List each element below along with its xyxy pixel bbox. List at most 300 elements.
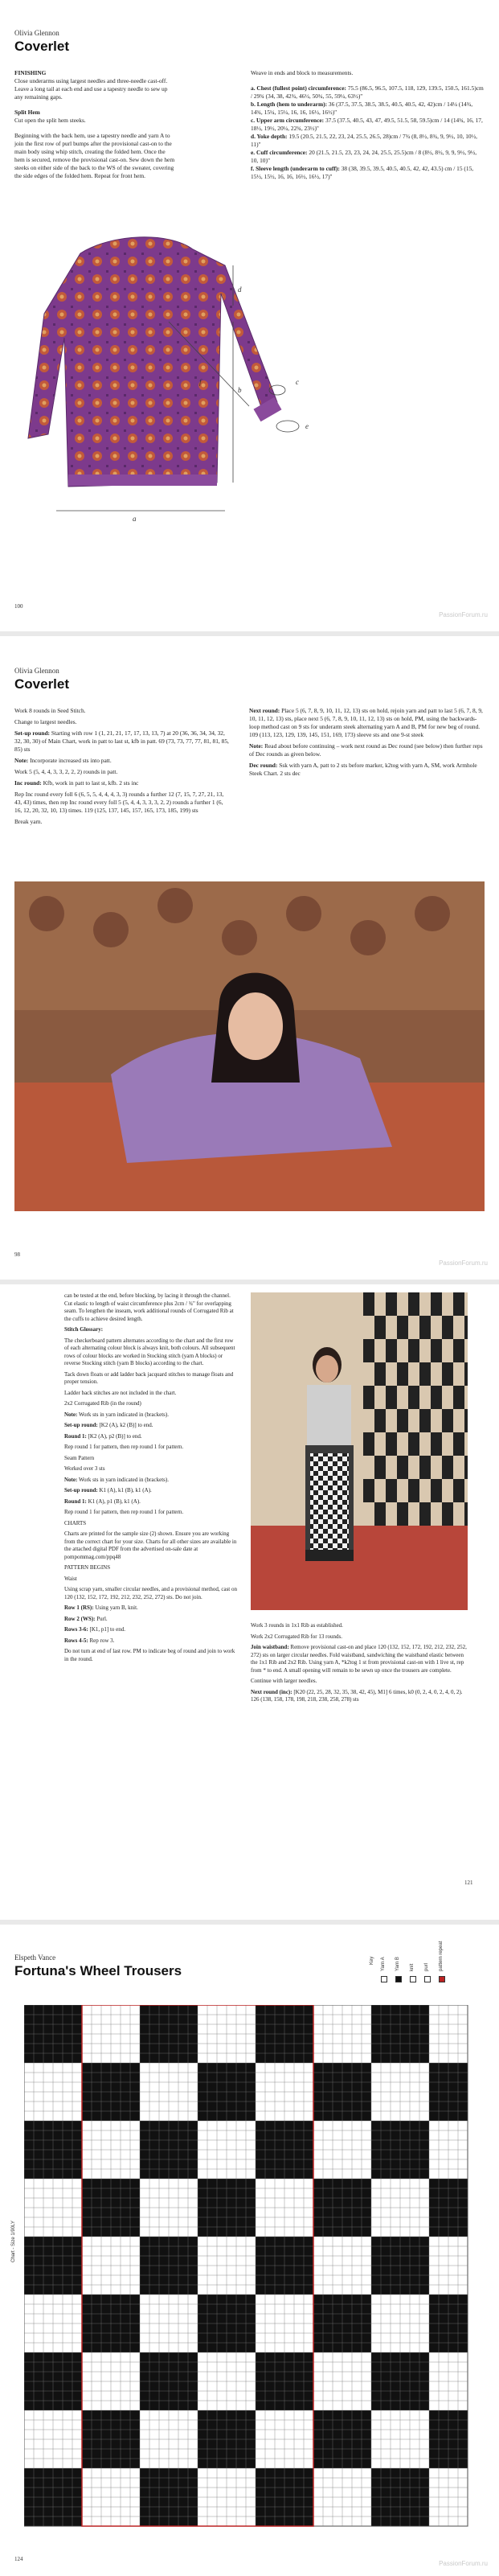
chart-cell [207,2323,217,2333]
chart-cell [333,2420,342,2430]
chart-cell [24,2478,34,2488]
chart-cell [323,2343,333,2352]
chart-cell [323,2295,333,2304]
chart-cell [159,2488,169,2497]
chart-cell [313,2295,323,2304]
chart-cell [101,2188,111,2198]
chart-cell [130,2449,140,2459]
chart-cell [111,2333,121,2343]
chart-cell [130,2063,140,2073]
chart-cell [101,2101,111,2111]
chart-cell [371,2015,381,2024]
chart-cell [53,2516,63,2526]
chart-cell [149,2401,159,2410]
chart-cell [34,2024,43,2034]
chart-cell [419,2285,429,2295]
chart-cell [323,2439,333,2449]
chart-cell [275,2381,284,2391]
chart-cell [101,2410,111,2420]
chart-cell [448,2179,458,2188]
chart-cell [140,2497,149,2507]
chart-cell [101,2111,111,2121]
chart-cell [371,2381,381,2391]
chart-cell [43,2488,53,2497]
chart-cell [256,2053,265,2063]
chart-cell [111,2179,121,2188]
chart-cell [82,2295,92,2304]
chart-cell [246,2295,256,2304]
paragraph: Charts are printed for the sample size (2) shown. Ensure you are working from the correct chart for your size. Charts for all other sizes are available in the attached digital PDF from the advertised on-sale date at pompommag.com/ppq48 [64,1530,237,1560]
chart-cell [198,2063,207,2073]
chart-cell [53,2275,63,2285]
chart-cell [265,2130,275,2140]
chart-cell [342,2295,352,2304]
chart-cell [246,2449,256,2459]
chart-cell [34,2005,43,2015]
chart-cell [342,2323,352,2333]
chart-cell [178,2391,188,2401]
chart-cell [410,2488,419,2497]
chart-cell [352,2333,362,2343]
chart-cell [294,2246,304,2256]
paragraph: Work 3 rounds in 1x1 Rib as established. [251,1622,343,1629]
chart-cell [63,2266,72,2275]
chart-cell [313,2314,323,2323]
chart-cell [198,2227,207,2237]
chart-cell [169,2468,178,2478]
chart-cell [92,2449,101,2459]
chart-cell [429,2420,439,2430]
chart-cell [130,2314,140,2323]
chart-cell [265,2015,275,2024]
chart-cell [34,2044,43,2053]
chart-cell [236,2430,246,2439]
paragraph: Round 1: [K2 (A), p2 (B)] to end. [64,1432,142,1440]
chart-cell [371,2391,381,2401]
chart-cell [265,2285,275,2295]
chart-cell [362,2333,371,2343]
chart-cell [275,2015,284,2024]
chart-cell [419,2044,429,2053]
chart-cell [198,2420,207,2430]
checker-square [386,1292,397,1316]
chart-cell [188,2005,198,2015]
chart-cell [217,2208,227,2217]
measurement-value: 20 (21.5, 21.5, 23, 23, 24, 24, 25.5, 25.5)cm / 8 (8½, 8½, 9, 9, 9½, 9½, 10, 10)" [251,149,477,164]
legend-label: pattern repeat [439,1941,444,1971]
chart-cell [53,2362,63,2372]
chart-cell [63,2140,72,2150]
chart-cell [246,2459,256,2468]
chart-cell [391,2401,400,2410]
chart-cell [63,2401,72,2410]
chart-cell [371,2275,381,2285]
chart-cell [352,2410,362,2420]
chart-cell [429,2295,439,2304]
chart-cell [63,2015,72,2024]
chart-cell [72,2516,82,2526]
chart-cell [333,2343,342,2352]
chart-cell [169,2237,178,2246]
chart-cell [275,2478,284,2488]
chart-cell [256,2237,265,2246]
chart-cell [381,2468,391,2478]
chart-cell [130,2208,140,2217]
chart-cell [333,2323,342,2333]
chart-cell [381,2015,391,2024]
chart-cell [429,2333,439,2343]
chart-cell [178,2053,188,2063]
chart-cell [256,2285,265,2295]
chart-cell [284,2169,294,2179]
paragraph-lead: Join waistband: [251,1644,289,1650]
chart-cell [169,2034,178,2044]
chart-cell [92,2217,101,2227]
chart-cell [284,2159,294,2169]
chart-cell [294,2507,304,2516]
checker-square [453,1292,464,1316]
chart-cell [178,2169,188,2179]
chart-cell [342,2101,352,2111]
measurement-value: 37.5 (37.5, 40.5, 43, 47, 49.5, 51.5, 58, 59.5)cm / 14 (14¾, 16, 17, 18½, 19½, 20¼, 22¾, 23½)" [251,117,483,132]
chart-cell [72,2266,82,2275]
chart-cell [400,2352,410,2362]
chart-cell [217,2430,227,2439]
chart-cell [72,2352,82,2362]
chart-cell [458,2295,468,2304]
legend-swatch [395,1976,402,1982]
chart-cell [63,2372,72,2381]
measurement-item [251,117,484,133]
chart-cell [410,2401,419,2410]
chart-cell [188,2256,198,2266]
chart-cell [178,2516,188,2526]
chart-cell [448,2198,458,2208]
chart-cell [24,2130,34,2140]
chart-cell [391,2391,400,2401]
chart-cell [256,2024,265,2034]
chart-cell [227,2333,236,2343]
chart-cell [400,2169,410,2179]
chart-cell [323,2188,333,2198]
chart-cell [82,2111,92,2121]
chart-cell [400,2024,410,2034]
chart-cell [256,2401,265,2410]
checker-square [431,1479,442,1502]
chart-cell [178,2130,188,2140]
chart-cell [265,2372,275,2381]
chart-cell [111,2304,121,2314]
chart-cell [178,2246,188,2256]
chart-cell [53,2121,63,2130]
chart-cell [284,2275,294,2285]
chart-cell [313,2101,323,2111]
chart-cell [53,2015,63,2024]
chart-cell [323,2082,333,2092]
chart-cell [391,2140,400,2150]
chart-cell [371,2285,381,2295]
measurement-value: 36 (37.5, 37.5, 38.5, 38.5, 40.5, 40.5, 42, 42)cm / 14¼ (14¾, 14¾, 15¼, 15¼, 16, 16, 16½, 16½)" [251,101,473,116]
chart-cell [458,2082,468,2092]
chart-cell [256,2391,265,2401]
chart-cell [159,2015,169,2024]
chart-cell [371,2237,381,2246]
chart-cell [448,2314,458,2323]
chart-cell [265,2034,275,2044]
chart-cell [82,2410,92,2420]
chart-cell [43,2468,53,2478]
chart-cell [256,2488,265,2497]
left-column [64,1292,237,1666]
chart-cell [391,2256,400,2266]
chart-cell [304,2372,313,2381]
chart-cell [159,2391,169,2401]
chart-cell [439,2208,448,2217]
chart-cell [217,2410,227,2420]
page-coverlet-finishing [0,0,499,631]
chart-cell [333,2217,342,2227]
chart-cell [34,2053,43,2063]
paragraph-lead: Note: [249,742,264,750]
chart-cell [246,2073,256,2082]
chart-cell [342,2449,352,2459]
chart-cell [419,2024,429,2034]
chart-cell [313,2227,323,2237]
chart-cell [313,2188,323,2198]
chart-cell [236,2179,246,2188]
chart-cell [34,2478,43,2488]
chart-cell [265,2005,275,2015]
chart-cell [159,2285,169,2295]
chart-cell [294,2478,304,2488]
chart-cell [275,2497,284,2507]
chart-cell [227,2208,236,2217]
chart-cell [323,2092,333,2101]
chart-cell [72,2034,82,2044]
chart-cell [169,2121,178,2130]
chart-cell [82,2227,92,2237]
paragraph: 2x2 Corrugated Rib (in the round) [64,1400,141,1407]
checker-square [442,1362,453,1386]
chart-cell [419,2015,429,2024]
chart-cell [140,2285,149,2295]
chart-cell [391,2497,400,2507]
chart-cell [333,2208,342,2217]
chart-cell [458,2333,468,2343]
chart-cell [82,2420,92,2430]
chart-cell [207,2459,217,2468]
chart-cell [207,2314,217,2323]
chart-cell [323,2101,333,2111]
chart-cell [265,2391,275,2401]
chart-cell [72,2130,82,2140]
chart-cell [121,2092,130,2101]
chart-cell [130,2227,140,2237]
chart-cell [342,2092,352,2101]
chart-cell [294,2150,304,2159]
chart-cell [304,2150,313,2159]
chart-cell [101,2449,111,2459]
chart-cell [371,2053,381,2063]
chart-cell [236,2227,246,2237]
chart-cell [92,2420,101,2430]
chart-cell [256,2362,265,2372]
chart-cell [246,2420,256,2430]
hem-text: Beginning with the back hem, use a tapestry needle and yarn A to join the first row of purl bumps after the provisional cast-on to the main body using whip stitch, creating the folded hem. Once the hem is secured, remove the provisional cast-on. Sew down the hem steeks on either side of the back to the WS of the sweater, covering the side edges of the folded hem. Repeat for front hem. [14,132,175,179]
chart-cell [140,2121,149,2130]
chart-cell [24,2391,34,2401]
chart-cell [178,2256,188,2266]
chart-cell [362,2073,371,2082]
chart-cell [53,2237,63,2246]
chart-cell [53,2150,63,2159]
chart-cell [82,2217,92,2227]
chart-cell [101,2304,111,2314]
split-hem-heading: Split Hem [14,109,40,116]
chart-cell [92,2101,101,2111]
chart-cell [410,2285,419,2295]
label-f: f [199,378,202,386]
paragraph: Rep Inc round every foll 6 (6, 5, 5, 4, 4, 4, 3, 3) rounds a further 12 (7, 15, 7, 27, 21, 13, 43, 43) times, then rep Inc round every foll 5 (5, 4, 4, 3, 3, 3, 2, 2) rounds a further 1 (6, 16, 12, 20, 32, 10, 13) times. 119 (125, 137, 145, 157, 165, 173, 185, 199) sts [14,791,224,814]
chart-cell [410,2169,419,2179]
chart-cell [256,2159,265,2169]
chart-cell [313,2082,323,2092]
paragraph: Join waistband: Remove provisional cast-on and place 120 (132, 152, 172, 192, 212, 232, 252, 272) sts on larger circular needles. Fold waistband, sandwiching the waistband elastic between the 1x1 Rib and 2x2 Rib. Using yarn A, *k2tog 1 st from provisional cast-on with 1 live st, rep from * to end. A small opening will remain to be sewn up once the trousers are complete. [251,1644,467,1674]
chart-cell [92,2198,101,2208]
chart-cell [63,2246,72,2256]
chart-cell [169,2352,178,2362]
chart-cell [333,2063,342,2073]
chart-cell [159,2130,169,2140]
chart-cell [140,2140,149,2150]
chart-cell [53,2169,63,2179]
chart-cell [458,2092,468,2101]
chart-cell [53,2044,63,2053]
chart-cell [410,2053,419,2063]
chart-cell [217,2459,227,2468]
split-hem-text: Cut open the split hem steeks. [14,117,86,124]
chart-cell [304,2246,313,2256]
chart-cell [227,2410,236,2420]
chart-cell [391,2266,400,2275]
chart-cell [304,2140,313,2150]
chart-cell [419,2246,429,2256]
chart-cell [82,2459,92,2468]
checker-square [408,1339,419,1362]
chart-cell [236,2198,246,2208]
chart-cell [333,2111,342,2121]
chart-cell [72,2237,82,2246]
checker-square [363,1479,374,1502]
chart-cell [294,2362,304,2372]
chart-cell [227,2101,236,2111]
chart-cell [275,2275,284,2285]
chart-cell [236,2082,246,2092]
chart-cell [236,2449,246,2459]
chart-cell [265,2488,275,2497]
chart-cell [43,2516,53,2526]
chart-cell [198,2430,207,2439]
chart-cell [284,2372,294,2381]
chart-cell [121,2227,130,2237]
chart-cell [149,2285,159,2295]
chart-cell [352,2430,362,2439]
legend-label: knit [410,1963,415,1971]
chart-cell [439,2295,448,2304]
chart-cell [313,2323,323,2333]
chart-cell [391,2488,400,2497]
chart-cell [342,2063,352,2073]
chart-cell [101,2314,111,2323]
paragraph: Tack down floats or add ladder back jacquard stitches to manage floats and proper tension. [64,1370,234,1385]
chart-cell [178,2468,188,2478]
chart-cell [256,2507,265,2516]
chart-cell [140,2159,149,2169]
chart-cell [140,2237,149,2246]
chart-cell [439,2333,448,2343]
page-coverlet-sleeves [0,636,499,1280]
chart-cell [439,2449,448,2459]
chart-cell [342,2420,352,2430]
chart-cell [121,2111,130,2121]
chart-cell [294,2381,304,2391]
chart-cell [313,2430,323,2439]
chart-cell [111,2092,121,2101]
chart-cell [429,2449,439,2459]
chart-cell [111,2111,121,2121]
chart-cell [419,2159,429,2169]
chart-cell [72,2497,82,2507]
chart-cell [169,2266,178,2275]
chart-cell [439,2101,448,2111]
chart-cell [43,2352,53,2362]
chart-cell [53,2478,63,2488]
chart-cell [236,2073,246,2082]
chart-cell [371,2352,381,2362]
chart-cell [275,2372,284,2381]
chart-cell [72,2362,82,2372]
chart-cell [410,2140,419,2150]
chart-cell [371,2140,381,2150]
chart-cell [149,2488,159,2497]
chart-cell [265,2140,275,2150]
chart-cell [400,2130,410,2140]
chart-cell [82,2430,92,2439]
chart-cell [304,2237,313,2246]
paragraph: Note: Work sts in yarn indicated in (brackets). [64,1411,169,1418]
chart-cell [265,2381,275,2391]
chart-cell [304,2256,313,2266]
chart-cell [92,2111,101,2121]
chart-cell [72,2275,82,2285]
checker-square [419,1502,431,1526]
chart-cell [43,2140,53,2150]
chart-cell [284,2246,294,2256]
checker-square [374,1316,386,1339]
checker-square [374,1456,386,1479]
chart-cell [149,2275,159,2285]
chart-cell [304,2352,313,2362]
chart-cell [304,2285,313,2295]
chart-cell [352,2459,362,2468]
chart-cell [34,2121,43,2130]
chart-cell [101,2430,111,2439]
chart-cell [53,2381,63,2391]
chart-cell [458,2179,468,2188]
chart-cell [352,2217,362,2227]
chart-cell [236,2333,246,2343]
chart-cell [207,2304,217,2314]
